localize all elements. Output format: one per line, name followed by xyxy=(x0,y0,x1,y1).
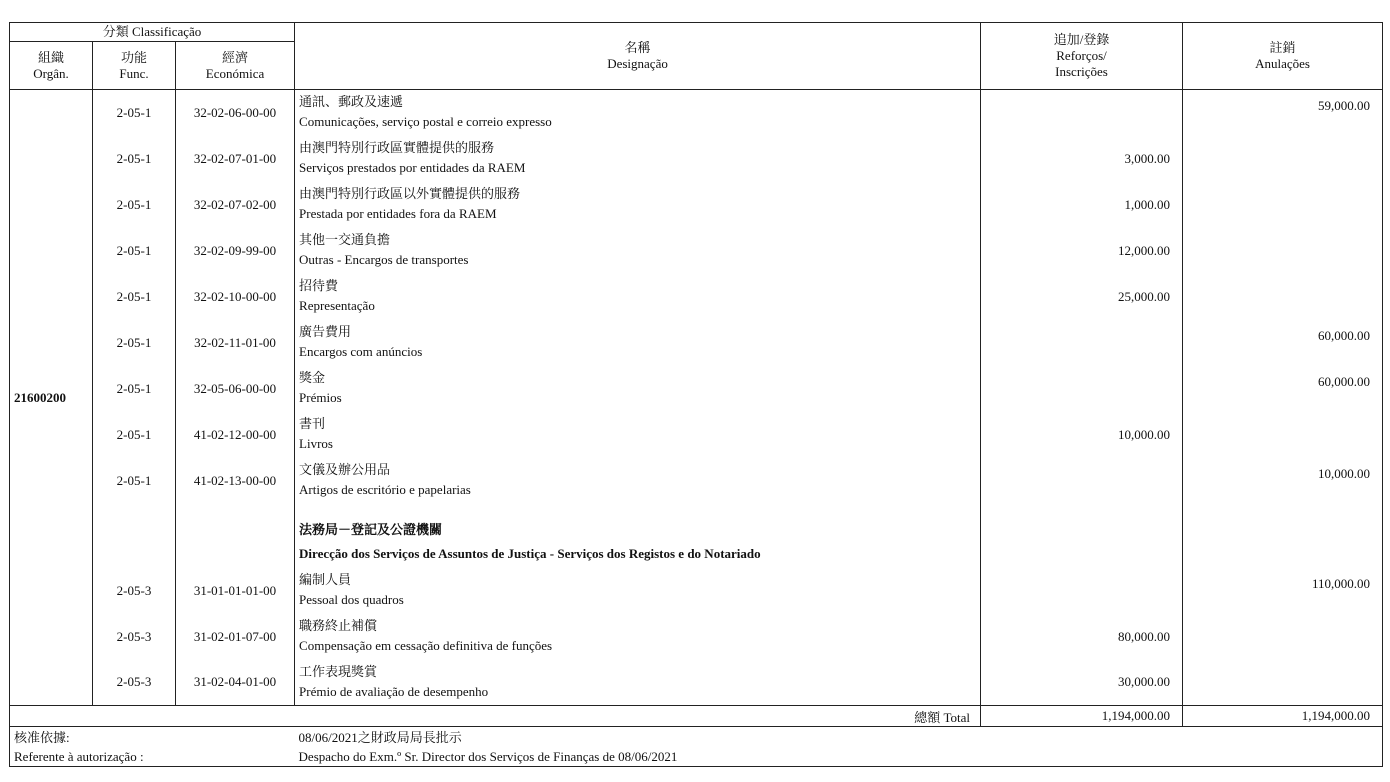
designation-cell xyxy=(295,228,981,274)
table-row xyxy=(10,136,1383,182)
func-code: 2-05-1 xyxy=(93,366,176,412)
empty-cell xyxy=(93,504,176,568)
func-code: 2-05-1 xyxy=(93,320,176,366)
func-header-pt: Func. xyxy=(119,65,149,81)
reinforce-header-zh: 追加/登錄 xyxy=(1053,32,1110,47)
designation-header-zh: 名稱 xyxy=(624,40,651,55)
section-title xyxy=(295,504,981,568)
designation-cell xyxy=(295,136,981,182)
econ-code: 32-05-06-00-00 xyxy=(176,366,295,412)
func-code: 2-05-1 xyxy=(93,458,176,504)
econ-code: 41-02-12-00-00 xyxy=(176,412,295,458)
cancel-amount xyxy=(1183,614,1383,660)
table-row xyxy=(10,614,1383,660)
designation-cell xyxy=(295,320,981,366)
cancel-amount: 10,000.00 xyxy=(1183,458,1383,504)
cancel-header-pt: Anulações xyxy=(1255,56,1310,71)
organ-code: 21600200 xyxy=(10,90,93,706)
func-code: 2-05-3 xyxy=(93,614,176,660)
econ-code: 31-02-04-01-00 xyxy=(176,660,295,706)
econ-code: 41-02-13-00-00 xyxy=(176,458,295,504)
footer-ref-pt: Referente à autorização : xyxy=(14,749,144,764)
econ-code: 32-02-07-01-00 xyxy=(176,136,295,182)
total-row xyxy=(10,706,1383,727)
designation-cell xyxy=(295,614,981,660)
func-code: 2-05-1 xyxy=(93,412,176,458)
reinforce-amount: 30,000.00 xyxy=(981,660,1183,706)
func-code: 2-05-1 xyxy=(93,228,176,274)
footer-ref xyxy=(10,727,295,767)
cancel-amount xyxy=(1183,136,1383,182)
table-row xyxy=(10,568,1383,614)
func-code: 2-05-1 xyxy=(93,136,176,182)
total-label: 總額 Total xyxy=(10,706,981,727)
econ-header xyxy=(176,42,295,90)
designation-zh: 招待費 xyxy=(299,277,339,293)
reinforce-amount: 1,000.00 xyxy=(981,182,1183,228)
designation-pt: Compensação em cessação definitiva de funções xyxy=(299,637,553,653)
func-header xyxy=(93,42,176,90)
econ-code: 32-02-06-00-00 xyxy=(176,90,295,136)
designation-zh: 工作表現獎賞 xyxy=(299,663,378,679)
designation-zh: 職務終止補償 xyxy=(299,617,378,633)
designation-pt: Artigos de escritório e papelarias xyxy=(299,481,471,497)
table-row xyxy=(10,182,1383,228)
designation-cell xyxy=(295,182,981,228)
table-row xyxy=(10,228,1383,274)
designation-zh: 通訊、郵政及速遞 xyxy=(299,94,404,109)
empty-cell xyxy=(1183,504,1383,568)
designation-pt: Prémios xyxy=(299,389,342,405)
organ-header-pt: Orgân. xyxy=(33,65,69,81)
func-code: 2-05-3 xyxy=(93,660,176,706)
budget-table-sheet xyxy=(9,22,1382,767)
cancel-header-zh: 註銷 xyxy=(1269,40,1296,55)
empty-cell xyxy=(981,504,1183,568)
reinforce-amount xyxy=(981,366,1183,412)
func-code: 2-05-1 xyxy=(93,90,176,136)
footer-ref-zh: 核准依據: xyxy=(14,730,70,745)
cancel-amount: 60,000.00 xyxy=(1183,366,1383,412)
designation-zh: 由澳門特別行政區實體提供的服務 xyxy=(299,139,495,155)
econ-code: 32-02-09-99-00 xyxy=(176,228,295,274)
designation-pt: Prémio de avaliação de desempenho xyxy=(299,683,489,699)
footer-auth xyxy=(295,727,1383,767)
reinforce-amount xyxy=(981,458,1183,504)
cancel-amount: 110,000.00 xyxy=(1183,568,1383,614)
reinforce-amount: 10,000.00 xyxy=(981,412,1183,458)
designation-zh: 獎金 xyxy=(299,369,326,385)
table-row xyxy=(10,412,1383,458)
footer-auth-pt: Despacho do Exm.º Sr. Director dos Serviços de Finanças de 08/06/2021 xyxy=(298,749,678,764)
econ-header-zh: 經濟 xyxy=(222,49,249,65)
classification-header: 分類 Classificação xyxy=(10,23,295,42)
reinforce-amount xyxy=(981,90,1183,136)
econ-code: 32-02-10-00-00 xyxy=(176,274,295,320)
designation-cell xyxy=(295,458,981,504)
designation-zh: 廣告費用 xyxy=(299,323,352,339)
designation-zh: 文儀及辦公用品 xyxy=(299,461,391,477)
designation-cell xyxy=(295,90,981,136)
designation-zh: 書刊 xyxy=(299,415,326,431)
section-row xyxy=(10,504,1383,568)
section-title-pt: Direcção dos Serviços de Assuntos de Justiça - Serviços dos Registos e do Notariado xyxy=(299,545,761,561)
designation-pt: Serviços prestados por entidades da RAEM xyxy=(299,159,526,175)
reinforce-amount xyxy=(981,568,1183,614)
reinforce-header xyxy=(981,23,1183,90)
reinforce-amount: 3,000.00 xyxy=(981,136,1183,182)
table-row xyxy=(10,274,1383,320)
total-reinforce: 1,194,000.00 xyxy=(981,706,1183,727)
designation-cell xyxy=(295,274,981,320)
designation-pt: Prestada por entidades fora da RAEM xyxy=(299,205,497,221)
designation-pt: Representação xyxy=(299,297,375,313)
table-row xyxy=(10,366,1383,412)
econ-code: 32-02-07-02-00 xyxy=(176,182,295,228)
cancel-amount xyxy=(1183,412,1383,458)
cancel-amount: 60,000.00 xyxy=(1183,320,1383,366)
designation-zh: 編制人員 xyxy=(299,571,352,587)
footer-auth-zh: 08/06/2021之財政局局長批示 xyxy=(298,730,462,745)
footer-row xyxy=(10,727,1383,767)
econ-code: 31-02-01-07-00 xyxy=(176,614,295,660)
table-row xyxy=(10,90,1383,136)
designation-pt: Pessoal dos quadros xyxy=(299,591,404,607)
table-row xyxy=(10,320,1383,366)
econ-header-pt: Económica xyxy=(205,65,265,81)
designation-pt: Encargos com anúncios xyxy=(299,343,423,359)
reinforce-amount: 80,000.00 xyxy=(981,614,1183,660)
econ-code: 32-02-11-01-00 xyxy=(176,320,295,366)
cancel-amount xyxy=(1183,274,1383,320)
designation-cell xyxy=(295,366,981,412)
reinforce-amount: 25,000.00 xyxy=(981,274,1183,320)
section-title-zh: 法務局－登記及公證機關 xyxy=(299,521,443,537)
designation-header-pt: Designação xyxy=(607,56,668,71)
budget-table xyxy=(9,22,1383,767)
table-row xyxy=(10,458,1383,504)
cancel-amount xyxy=(1183,182,1383,228)
organ-header xyxy=(10,42,93,90)
table-row xyxy=(10,660,1383,706)
func-header-zh: 功能 xyxy=(120,49,147,65)
table-body xyxy=(10,90,1383,706)
cancel-amount: 59,000.00 xyxy=(1183,90,1383,136)
designation-zh: 由澳門特別行政區以外實體提供的服務 xyxy=(299,185,521,201)
designation-cell xyxy=(295,412,981,458)
designation-pt: Outras - Encargos de transportes xyxy=(299,251,469,267)
func-code: 2-05-1 xyxy=(93,182,176,228)
reinforce-amount: 12,000.00 xyxy=(981,228,1183,274)
reinforce-header-pt1: Reforços/ xyxy=(1056,48,1107,63)
organ-header-zh: 組織 xyxy=(37,49,64,65)
designation-cell xyxy=(295,568,981,614)
func-code: 2-05-1 xyxy=(93,274,176,320)
designation-zh: 其他一交通負擔 xyxy=(299,231,391,247)
func-code: 2-05-3 xyxy=(93,568,176,614)
designation-pt: Comunicações, serviço postal e correio expresso xyxy=(299,114,552,129)
reinforce-amount xyxy=(981,320,1183,366)
empty-cell xyxy=(176,504,295,568)
designation-header xyxy=(295,23,981,90)
designation-cell xyxy=(295,660,981,706)
designation-pt: Livros xyxy=(299,435,333,451)
cancel-amount xyxy=(1183,228,1383,274)
cancel-amount xyxy=(1183,660,1383,706)
cancel-header xyxy=(1183,23,1383,90)
reinforce-header-pt2: Inscrições xyxy=(1055,64,1108,79)
total-cancel: 1,194,000.00 xyxy=(1183,706,1383,727)
econ-code: 31-01-01-01-00 xyxy=(176,568,295,614)
